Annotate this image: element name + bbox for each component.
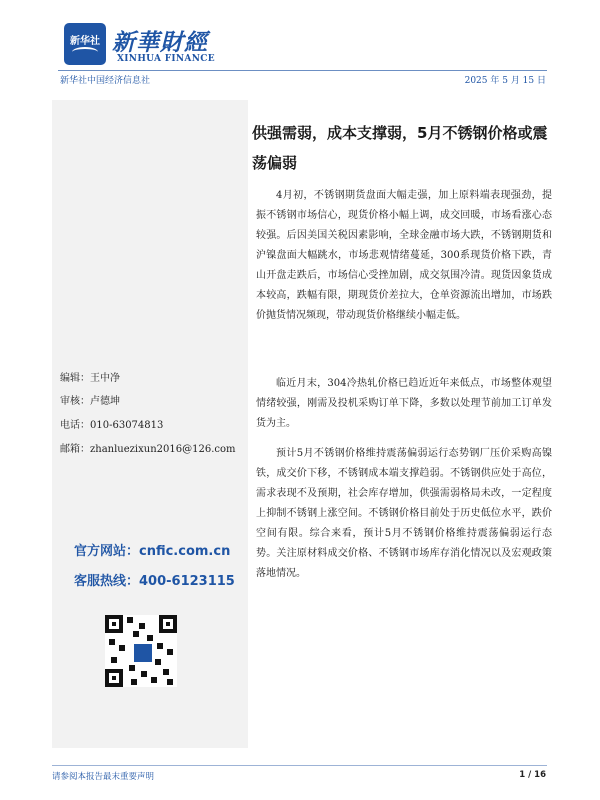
- header-divider: [58, 70, 547, 71]
- logo-swirl: [72, 47, 98, 57]
- official-website-link[interactable]: 官方网站：cnfic.com.cn: [74, 544, 231, 559]
- brand-name-cn: 新華財經: [112, 29, 208, 56]
- publisher-subtitle: 新华社中国经济信息社: [60, 76, 151, 86]
- service-hotline: 客服热线：400-6123115: [74, 574, 235, 589]
- phone-info: 电话：010-63074813: [60, 420, 164, 431]
- article-paragraph-2: 临近月末，304冷热轧价格已趋近近年来低点，市场整体观望情绪较强，刚需及投机采购订单下降，多数以处理节前加工订单发货为主。: [256, 378, 552, 429]
- qr-code-icon[interactable]: [105, 615, 177, 687]
- article-paragraph-3: 预计5月不锈钢价格维持震荡偏弱运行态势钢厂压价采购高镍铁，成交价下移，不锈钢成本端支撑趋弱。不锈钢供应处于高位，需求表现不及预期，社会库存增加，供强需弱格局未改，一定程度上抑制不锈钢上涨空间。不锈钢价格目前处于历史低位水平，跌价空间有限。综合来看，预计5月不锈钢价格维持震荡偏弱运行态势。关注原材料成交价格、不锈钢市场库存消化情况以及宏观政策落地情况。: [256, 448, 552, 579]
- page-number: 1 / 16: [519, 770, 546, 780]
- article-title: 供强需弱，成本支撑弱，5月不锈钢价格或震荡偏弱: [252, 124, 548, 172]
- report-date: 2025 年 5 月 15 日: [464, 76, 546, 86]
- article-paragraph-1: 4月初，不锈钢期货盘面大幅走强，加上原料端表现强劲，提振不锈钢市场信心，现货价格小幅上调，成交回暖，市场看涨心态较强。后因美国关税因素影响，全球金融市场大跌，不锈钢期货和沪镍盘面大幅跳水，市场悲观情绪蔓延，300系现货价格下跌，青山开盘走跌后，市场信心受挫加剧，成交氛围冷清。现货因象货成本较高，跌幅有限，期现货价差拉大，仓单资源流出增加，市场跌价抛货情况频现，带动现货价格继续小幅走低。: [256, 190, 552, 321]
- xinhua-logo-icon: [64, 23, 106, 65]
- disclaimer-note[interactable]: 请参阅本报告最末重要声明: [52, 772, 155, 782]
- editor-info: 编辑：王中净: [60, 373, 120, 384]
- footer-divider: [52, 765, 547, 766]
- logo-text: 新华社: [70, 36, 100, 47]
- brand-name-en: XINHUA FINANCE: [117, 54, 215, 64]
- email-info[interactable]: 邮箱：zhanluezixun2016@126.com: [60, 444, 236, 455]
- reviewer-info: 审核：卢德坤: [60, 396, 120, 407]
